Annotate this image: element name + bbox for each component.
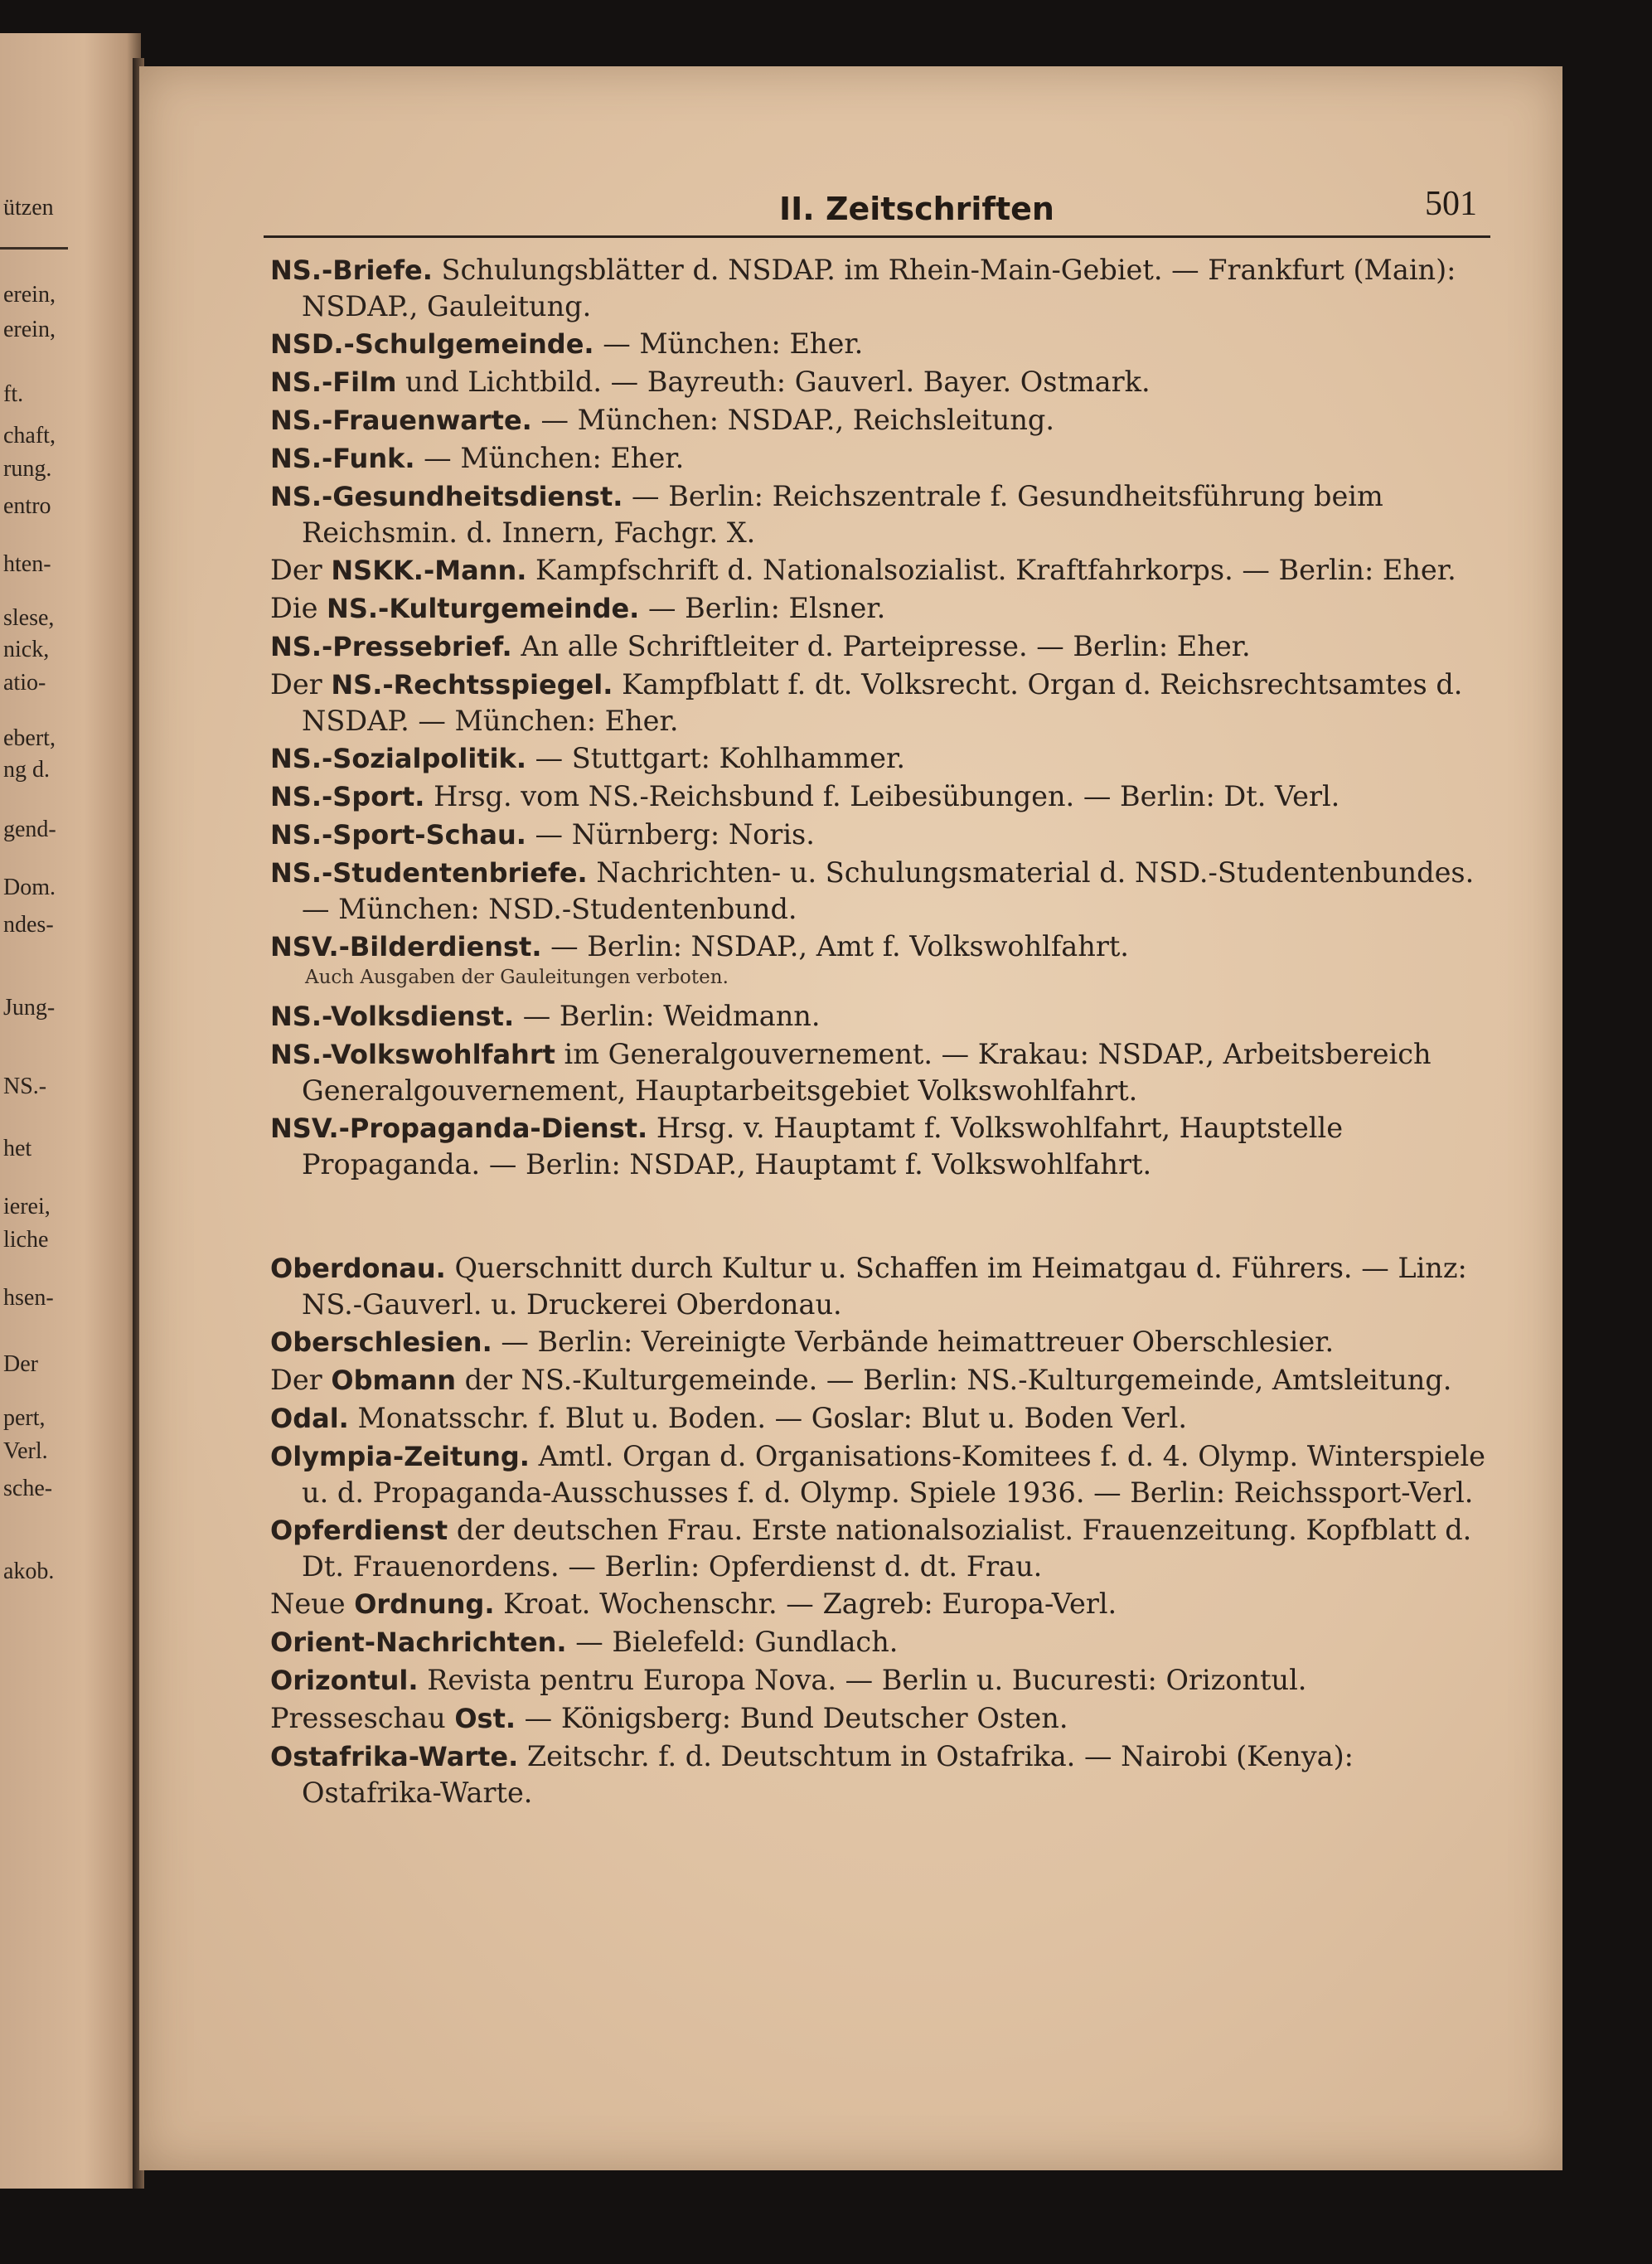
periodical-entry: [270, 440, 1489, 477]
periodical-entry: [270, 364, 1489, 400]
entry-note: [270, 963, 1489, 991]
entry-description: Kampfblatt f. dt. Volksrecht. Organ d. Reichsrechtsamtes d. NSDAP. — München: Eher.: [302, 668, 1463, 737]
note-text: Auch Ausgaben der Gauleitungen verboten.: [305, 967, 729, 988]
entry-description: Zeitschr. f. d. Deutschtum in Ostafrika. — Nairobi (Kenya): Ostafrika-Warte.: [302, 1740, 1354, 1809]
periodical-entry: [270, 552, 1489, 589]
left-page-rule: [0, 247, 68, 250]
page-header: [264, 182, 1490, 238]
entry-description: — Nürnberg: Noris.: [526, 818, 815, 851]
page-number: 501: [1425, 185, 1477, 223]
entry-title: NS.-Frauenwarte.: [270, 405, 532, 436]
periodical-entry: [270, 1110, 1489, 1182]
entry-list-ns: [270, 252, 1489, 1184]
entry-title: Obmann: [331, 1365, 456, 1396]
entry-title: Opferdienst: [270, 1515, 448, 1546]
entry-prefix: Der: [270, 554, 332, 586]
book-page: [139, 66, 1562, 2170]
entry-title: NS.-Briefe.: [270, 255, 433, 286]
left-page-fragment: hsen-: [3, 1285, 54, 1311]
entry-description: Querschnitt durch Kultur u. Schaffen im Heimatgau d. Führers. — Linz: NS.-Gauverl. u. Druckerei Oberdonau.: [302, 1252, 1467, 1321]
left-page-fragment: ndes-: [3, 912, 54, 938]
periodical-entry: [270, 928, 1489, 965]
left-page-fragment: sche-: [3, 1476, 53, 1501]
left-page-fragment: erein,: [3, 282, 56, 308]
periodical-entry: [270, 326, 1489, 362]
entry-title: NSV.-Propaganda-Dienst.: [270, 1113, 648, 1144]
left-page-fragment: entro: [3, 493, 51, 519]
entry-description: Amtl. Organ d. Organisations-Komitees f. d. 4. Olymp. Winterspiele u. d. Propaganda-Ausschusses f. d. Olymp. Spiele 1936. — Berlin: Reichssport-Verl.: [302, 1440, 1485, 1509]
left-page-fragment: NS.-: [3, 1074, 47, 1099]
periodical-entry: [270, 1624, 1489, 1660]
periodical-entry: [270, 590, 1489, 627]
entry-prefix: Der: [270, 1364, 332, 1396]
left-page-fragment: liche: [3, 1227, 49, 1253]
entry-title: NS.-Volkswohlfahrt: [270, 1039, 555, 1070]
entry-description: Kampfschrift d. Nationalsozialist. Kraftfahrkorps. — Berlin: Eher.: [526, 554, 1456, 586]
entry-description: — Berlin: Elsner.: [639, 592, 886, 624]
entry-description: — Berlin: Reichszentrale f. Gesundheitsführung beim Reichsmin. d. Innern, Fachgr. X.: [302, 480, 1383, 549]
left-page-fragment: rung.: [3, 456, 52, 482]
entry-title: NS.-Funk.: [270, 443, 415, 474]
entry-title: NSKK.-Mann.: [331, 555, 527, 586]
entry-description: — München: Eher.: [593, 327, 864, 360]
periodical-entry: [270, 667, 1489, 739]
entry-description: — Königsberg: Bund Deutscher Osten.: [516, 1702, 1068, 1734]
entry-title: NS.-Volksdienst.: [270, 1001, 515, 1032]
left-page-fragment: erein,: [3, 317, 56, 342]
entry-description: der deutschen Frau. Erste nationalsozialist. Frauenzeitung. Kopfblatt d. Dt. Frauenordens. — Berlin: Opferdienst d. dt. Frau.: [302, 1514, 1472, 1583]
entry-description: — München: NSDAP., Reichsleitung.: [531, 404, 1054, 436]
entry-title: Orient-Nachrichten.: [270, 1626, 567, 1658]
entry-title: Oberschlesien.: [270, 1326, 492, 1358]
periodical-entry: [270, 740, 1489, 777]
entry-title: NS.-Sport-Schau.: [270, 819, 526, 851]
entry-description: und Lichtbild. — Bayreuth: Gauverl. Bayer. Ostmark.: [396, 366, 1151, 398]
left-page-fragment: nick,: [3, 637, 50, 662]
entry-title: NS.-Studentenbriefe.: [270, 857, 588, 889]
left-page-fragment: atio-: [3, 670, 46, 696]
periodical-entry: [270, 252, 1489, 324]
periodical-entry: [270, 1362, 1489, 1399]
entry-description: — Berlin: Weidmann.: [514, 1000, 821, 1032]
entry-prefix: Die: [270, 592, 327, 624]
periodical-entry: [270, 478, 1489, 550]
periodical-entry: [270, 1738, 1489, 1811]
periodical-entry: [270, 778, 1489, 815]
entry-title: Ost.: [454, 1703, 516, 1734]
left-page-fragment: ierei,: [3, 1194, 51, 1219]
left-page-fragment: pert,: [3, 1405, 46, 1431]
entry-title: NS.-Pressebrief.: [270, 631, 512, 662]
left-page-fragment: chaft,: [3, 423, 56, 448]
left-page-fragment: Dom.: [3, 875, 56, 900]
left-page-fragment: ützen: [3, 195, 54, 221]
entry-title: NS.-Film: [270, 366, 397, 398]
entry-description: Hrsg. v. Hauptamt f. Volkswohlfahrt, Hauptstelle Propaganda. — Berlin: NSDAP., Hauptamt f. Volkswohlfahrt.: [302, 1112, 1344, 1180]
entry-title: Orizontul.: [270, 1665, 419, 1696]
entry-title: Odal.: [270, 1403, 349, 1434]
left-page-fragment: ng d.: [3, 757, 50, 783]
periodical-entry: [270, 1324, 1489, 1360]
entry-description: — Stuttgart: Kohlhammer.: [526, 742, 905, 774]
entry-title: NSD.-Schulgemeinde.: [270, 328, 594, 360]
entry-title: Ostafrika-Warte.: [270, 1741, 519, 1772]
left-page-fragment: gend-: [3, 817, 56, 842]
left-page-fragment: ebert,: [3, 725, 56, 751]
left-page-fragment: Der: [3, 1351, 38, 1377]
entry-title: Olympia-Zeitung.: [270, 1441, 530, 1472]
periodical-entry: [270, 1512, 1489, 1584]
entry-title: NS.-Sport.: [270, 781, 425, 812]
entry-description: Nachrichten- u. Schulungsmaterial d. NSD.-Studentenbundes. — München: NSD.-Studentenbund.: [302, 856, 1475, 925]
entry-list-o: [270, 1250, 1489, 1812]
periodical-entry: [270, 998, 1489, 1035]
left-page-fragment: akob.: [3, 1559, 55, 1584]
entry-title: NS.-Kulturgemeinde.: [327, 593, 640, 624]
entry-title: NS.-Rechtsspiegel.: [331, 669, 613, 701]
entry-prefix: Neue: [270, 1588, 355, 1620]
entry-title: Ordnung.: [354, 1588, 495, 1620]
entry-description: Monatsschr. f. Blut u. Boden. — Goslar: Blut u. Boden Verl.: [348, 1402, 1188, 1434]
entry-title: NS.-Sozialpolitik.: [270, 743, 526, 774]
entry-prefix: Der: [270, 668, 332, 701]
entry-description: — München: Eher.: [414, 442, 685, 474]
entry-description: der NS.-Kulturgemeinde. — Berlin: NS.-Kulturgemeinde, Amtsleitung.: [455, 1364, 1452, 1396]
periodical-entry: [270, 1662, 1489, 1699]
periodical-entry: [270, 1036, 1489, 1108]
left-page-fragment: slese,: [3, 605, 55, 631]
left-page-fragment: het: [3, 1136, 32, 1161]
entry-description: Schulungsblätter d. NSDAP. im Rhein-Main-Gebiet. — Frankfurt (Main): NSDAP., Gauleitung.: [302, 254, 1456, 322]
entry-description: An alle Schriftleiter d. Parteipresse. — Berlin: Eher.: [511, 630, 1251, 662]
periodical-entry: [270, 402, 1489, 439]
entry-title: Oberdonau.: [270, 1253, 446, 1284]
left-page-fragment: Verl.: [3, 1438, 48, 1464]
entry-description: im Generalgouvernement. — Krakau: NSDAP., Arbeitsbereich Generalgouvernement, Hauptarbeitsgebiet Volkswohlfahrt.: [302, 1038, 1432, 1107]
entry-description: Kroat. Wochenschr. — Zagreb: Europa-Verl.: [494, 1588, 1117, 1620]
entry-title: NS.-Gesundheitsdienst.: [270, 481, 623, 512]
entry-description: — Berlin: NSDAP., Amt f. Volkswohlfahrt.: [541, 930, 1129, 962]
left-page-fragment: hten-: [3, 551, 51, 577]
left-page-fragment: Jung-: [3, 995, 56, 1020]
entry-title: NSV.-Bilderdienst.: [270, 931, 542, 962]
periodical-entry: [270, 1250, 1489, 1322]
periodical-entry: [270, 1586, 1489, 1622]
periodical-entry: [270, 855, 1489, 927]
running-title: II. Zeitschriften: [779, 191, 1054, 227]
left-page-edge: [0, 33, 141, 2189]
periodical-entry: [270, 1438, 1489, 1510]
entry-description: — Berlin: Vereinigte Verbände heimattreuer Oberschlesier.: [492, 1326, 1335, 1358]
periodical-entry: [270, 817, 1489, 853]
entry-prefix: Presseschau: [270, 1702, 455, 1734]
left-page-fragment: ft.: [3, 381, 24, 407]
periodical-entry: [270, 1400, 1489, 1437]
periodical-entry: [270, 1700, 1489, 1737]
periodical-entry: [270, 628, 1489, 665]
entry-description: Hrsg. vom NS.-Reichsbund f. Leibesübungen. — Berlin: Dt. Verl.: [424, 780, 1340, 812]
entry-description: Revista pentru Europa Nova. — Berlin u. Bucuresti: Orizontul.: [418, 1664, 1307, 1696]
entry-description: — Bielefeld: Gundlach.: [566, 1626, 899, 1658]
